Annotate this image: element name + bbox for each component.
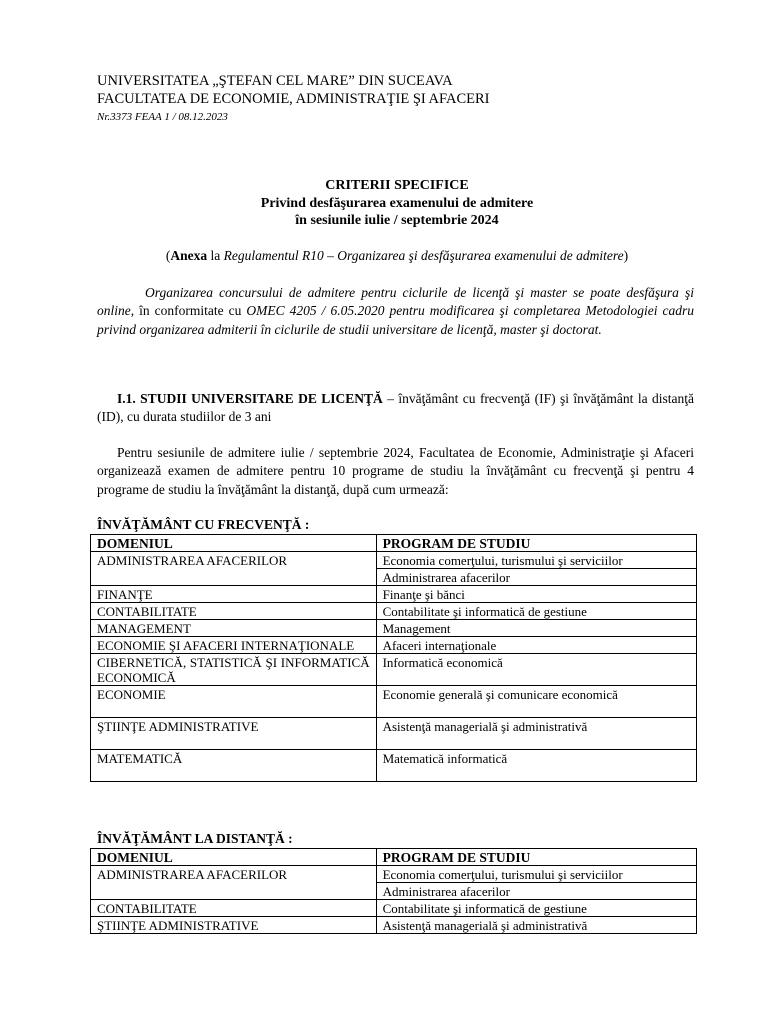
program-cell: Administrarea afacerilor [376,883,696,900]
annex-close: ) [623,248,629,263]
annex-mid: la [207,248,224,263]
table-row [91,866,697,883]
program-cell: Economia comerţului, turismului şi serviciilor [376,866,696,883]
domain-cell: ADMINISTRAREA AFACERILOR [91,866,377,883]
table-id-label: ÎNVĂŢĂMÂNT LA DISTANŢĂ : [97,831,293,846]
program-cell: Management [376,620,696,637]
program-cell: Economia comerţului, turismului şi serviciilor [376,552,696,569]
intro-part-2: în conformitate cu [134,303,247,319]
annex-bold: Anexa [170,248,208,263]
document-subtitle-1: Privind desfăşurarea examenului de admitere [260,196,534,211]
table-row [91,900,697,917]
domain-cell: ADMINISTRAREA AFACERILOR [91,552,377,569]
intro-part-1: Organizarea concursului de admitere pentru ciclurile de licenţă şi master se poate desfăşura şi online, [97,285,694,319]
table-row [91,718,697,750]
header-domain: DOMENIUL [91,849,377,866]
document-title: CRITERII SPECIFICE [325,178,469,193]
table-row [91,586,697,603]
annex-regulation: Regulamentul R10 – Organizarea şi desfăşurarea examenului de admitere [223,248,624,263]
admission-paragraph [97,444,694,499]
table-id [90,848,697,934]
program-cell: Economie generală şi comunicare economică [376,686,696,718]
university-name: UNIVERSITATEA „ŞTEFAN CEL MARE” DIN SUCEAVA [97,73,453,89]
domain-cell [91,883,377,900]
table-header-row [91,849,697,866]
program-cell: Administrarea afacerilor [376,569,696,586]
program-cell: Contabilitate şi informatică de gestiune [376,900,696,917]
section-heading-rest: – învăţământ cu frecvenţă (IF) şi învăţământ la distanţă (ID), cu durata studiilor de 3 ani [97,391,694,425]
table-if [90,534,697,782]
table-header-row [91,535,697,552]
header-program: PROGRAM DE STUDIU [376,535,696,552]
domain-cell: CONTABILITATE [91,603,377,620]
intro-paragraph [97,284,694,339]
domain-cell: CONTABILITATE [91,900,377,917]
table-row [91,603,697,620]
program-cell: Finanţe şi bănci [376,586,696,603]
domain-cell: MANAGEMENT [91,620,377,637]
domain-cell: MATEMATICĂ [91,750,377,782]
program-cell: Contabilitate şi informatică de gestiune [376,603,696,620]
domain-cell: ECONOMIE [91,686,377,718]
document-number: Nr.3373 FEAA 1 / 08.12.2023 [97,111,228,123]
domain-cell: ŞTIINŢE ADMINISTRATIVE [91,718,377,750]
table-row [91,552,697,569]
section-heading [97,390,694,427]
table-row [91,750,697,782]
domain-cell: CIBERNETICĂ, STATISTICĂ ŞI INFORMATICĂ ECONOMICĂ [91,654,377,686]
header-program: PROGRAM DE STUDIU [376,849,696,866]
program-cell: Informatică economică [376,654,696,686]
table-row [91,654,697,686]
table-row [91,917,697,934]
header-domain: DOMENIUL [91,535,377,552]
domain-cell: ECONOMIE ŞI AFACERI INTERNAŢIONALE [91,637,377,654]
table-if-label: ÎNVĂŢĂMÂNT CU FRECVENŢĂ : [97,517,310,532]
domain-cell [91,569,377,586]
program-cell: Asistenţă managerială şi administrativă [376,718,696,750]
table-row [91,686,697,718]
table-row [91,620,697,637]
table-row [91,883,697,900]
intro-part-3: OMEC 4205 / 6.05.2020 pentru modificarea şi completarea Metodologiei cadru privind organizarea admiterii în ciclurile de studii universitare de licenţă, master şi doctorat. [97,303,694,337]
admission-text: Pentru sesiunile de admitere iulie / septembrie 2024, Facultatea de Economie, Administraţie şi Afaceri organizează examen de admitere pentru 10 programe de studiu la învăţământ cu frecvenţă şi pentru 4 programe de studiu la învăţământ la distanţă, după cum urmează: [97,445,694,497]
section-heading-bold: I.1. STUDII UNIVERSITARE DE LICENŢĂ [117,391,383,406]
program-cell: Matematică informatică [376,750,696,782]
program-cell: Afaceri internaţionale [376,637,696,654]
annex-open: ( [165,248,171,263]
domain-cell: ŞTIINŢE ADMINISTRATIVE [91,917,377,934]
program-cell: Asistenţă managerială şi administrativă [376,917,696,934]
document-subtitle-2: în sesiunile iulie / septembrie 2024 [295,213,499,228]
table-row [91,569,697,586]
annex-reference [97,248,697,264]
domain-cell: FINANŢE [91,586,377,603]
table-row [91,637,697,654]
faculty-name: FACULTATEA DE ECONOMIE, ADMINISTRAŢIE ŞI AFACERI [97,91,490,107]
